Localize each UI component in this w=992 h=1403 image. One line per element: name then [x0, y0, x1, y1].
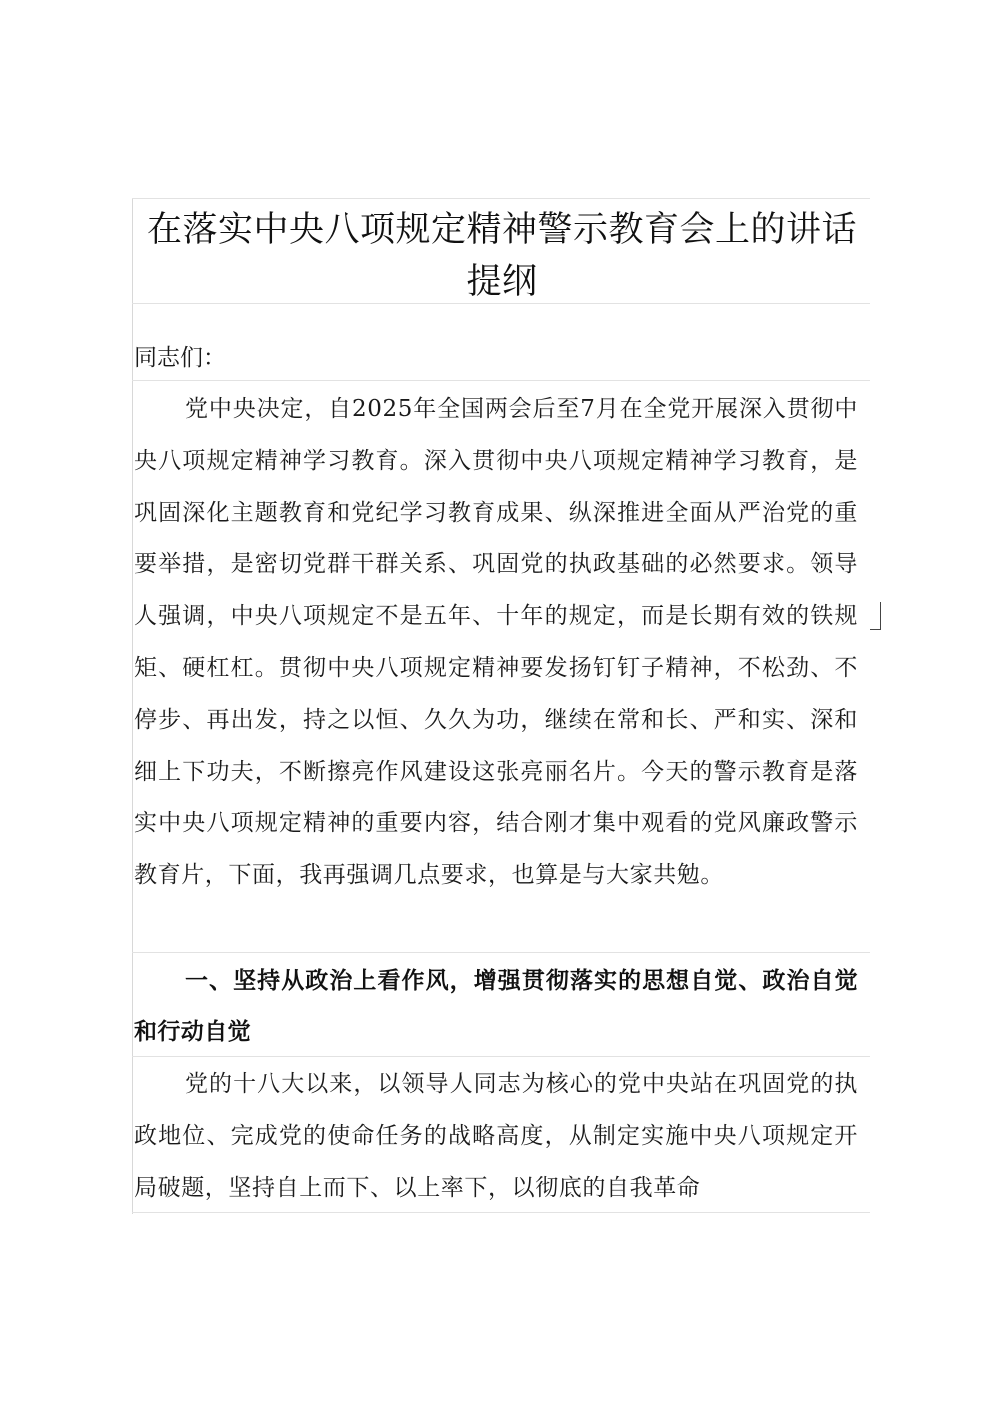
layout-guide-horizontal: [132, 952, 870, 953]
document-title: 在落实中央八项规定精神警示教育会上的讲话提纲: [146, 210, 857, 302]
margin-mark: [870, 602, 881, 630]
salutation: 同志们：: [134, 345, 226, 371]
layout-guide-vertical: [132, 198, 133, 1214]
layout-guide-horizontal: [132, 198, 870, 199]
layout-guide-horizontal: [132, 380, 870, 381]
body-paragraph: 党的十八大以来，以领导人同志为核心的党中央站在巩固党的执政地位、完成党的使命任务的战略高度，从制定实施中央八项规定开局破题，坚持自上而下、以上率下，以彻底的自我革命: [134, 1071, 858, 1201]
body-paragraph: 党中央决定，自2025年全国两会后至7月在全党开展深入贯彻中央八项规定精神学习教育。深入贯彻中央八项规定精神学习教育，是巩固深化主题教育和党纪学习教育成果、纵深推进全面从严治党的重要举措，是密切党群干群关系、巩固党的执政基础的必然要求。领导人强调，中央八项规定不是五年、十年的规定，而是长期有效的铁规矩、硬杠杠。贯彻中央八项规定精神要发扬钉钉子精神，不松劲、不停步、再出发，持之以恒、久久为功，继续在常和长、严和实、深和细上下功夫，不断擦亮作风建设这张亮丽名片。今天的警示教育是落实中央八项规定精神的重要内容，结合刚才集中观看的党风廉政警示教育片，下面，我再强调几点要求，也算是与大家共勉。: [134, 396, 858, 889]
section-heading: 一、坚持从政治上看作风，增强贯彻落实的思想自觉、政治自觉和行动自觉: [134, 968, 858, 1045]
